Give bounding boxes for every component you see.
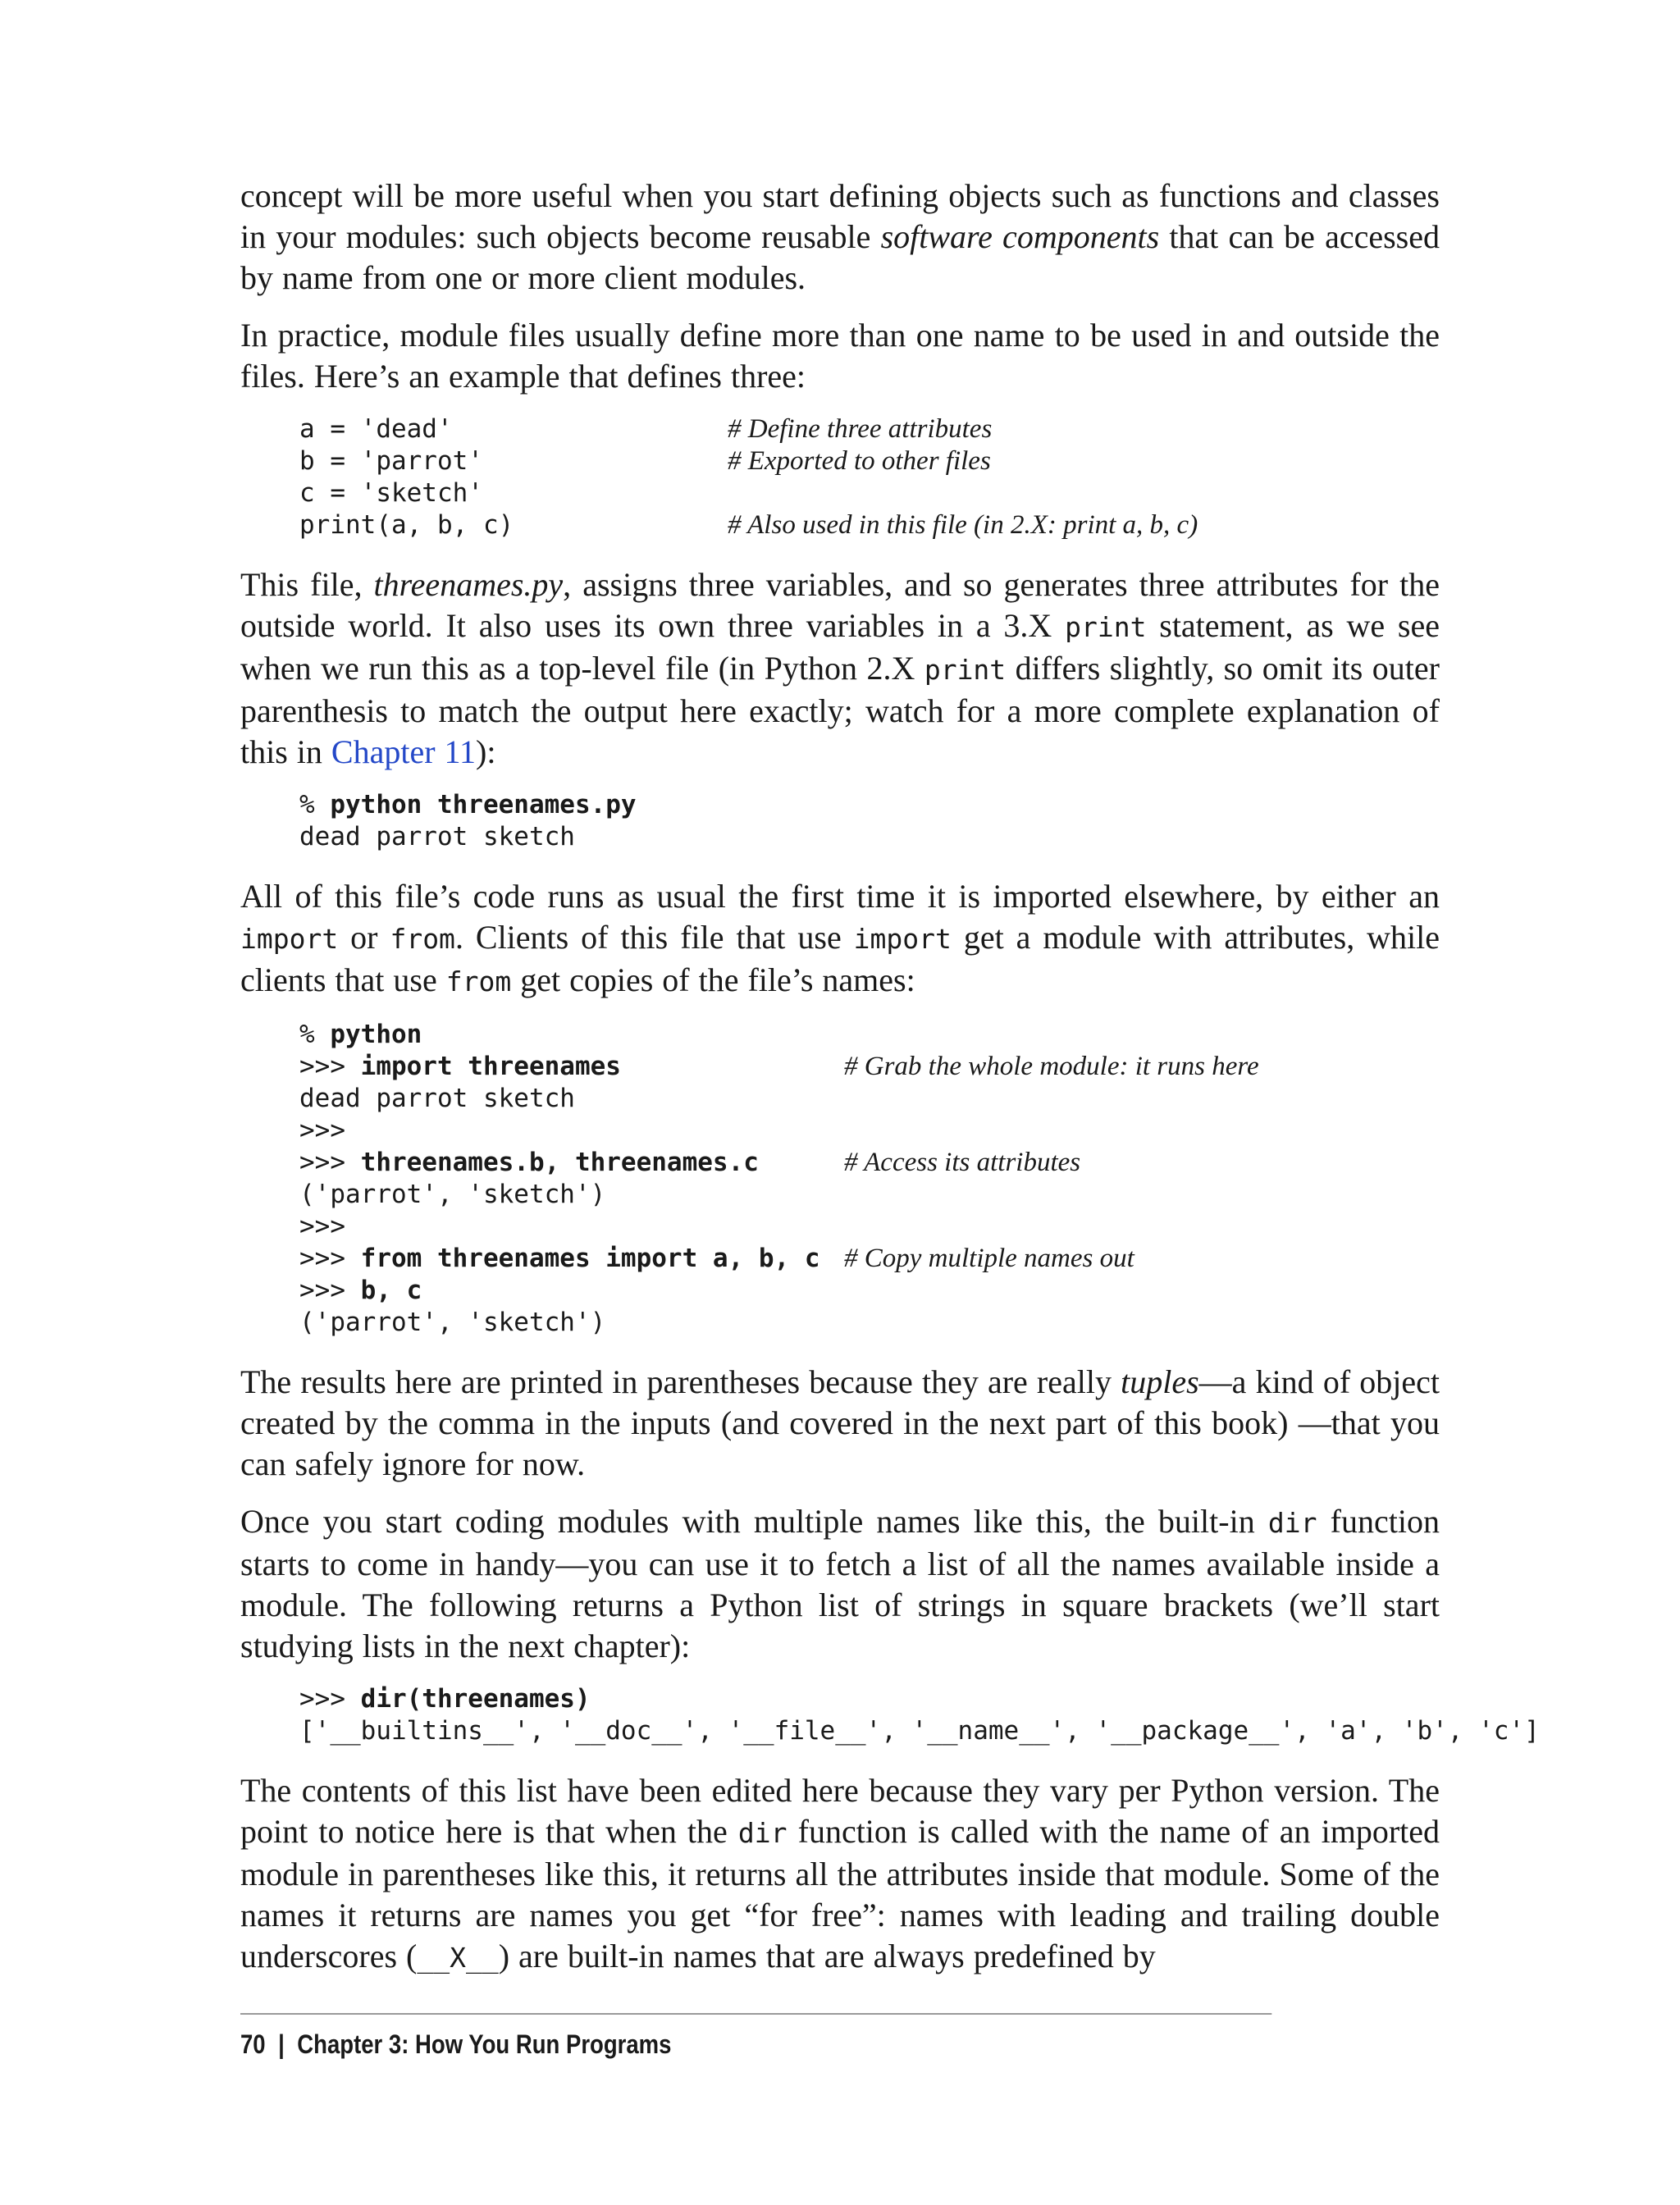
code-line (299, 1083, 1440, 1115)
code-line (299, 1683, 1440, 1715)
prompt: >>> (299, 1116, 345, 1145)
text: ): (476, 733, 496, 770)
code-comment: # Access its attributes (844, 1148, 1081, 1177)
text: This file, (240, 566, 374, 603)
text: differs slightly, so omit its outer parenthesis to match the output here exactly; watch for a more complete explanation of this in (240, 650, 1440, 770)
text: In practice, module files usually define more than one name to be used in and outside the files. Here’s an example that defines three: (240, 317, 1440, 395)
inline-code: __X__ (417, 1942, 499, 1974)
code-input: threenames.b, threenames.c (360, 1148, 759, 1177)
text: function is called with the name of an imported module in parentheses like this, it returns all the attributes inside that module. Some of the names it returns are names you get “for free”: names with leading and trailing double underscores ( (240, 1813, 1440, 1974)
prompt: >>> (299, 1052, 361, 1081)
code-line (299, 1715, 1540, 1747)
inline-code: dir (1267, 1507, 1317, 1539)
running-chapter-title: Chapter 3: How You Run Programs (297, 2029, 672, 2059)
code-line (299, 477, 1440, 509)
code-text: c = 'sketch' (299, 478, 483, 508)
code-comment: # Grab the whole module: it runs here (844, 1052, 1259, 1081)
code-line (299, 413, 1440, 445)
code-output: ('parrot', 'sketch') (299, 1180, 606, 1209)
paragraph-6 (240, 1501, 1440, 1667)
prompt: % (299, 790, 331, 819)
paragraph-3 (240, 564, 1440, 773)
code-input: import threenames (360, 1052, 621, 1081)
paragraph-2 (240, 315, 1440, 397)
code-line (299, 1179, 1440, 1211)
code-line (299, 1307, 1440, 1339)
text: statement, as we see when we run this as a top-level file (in Python 2.X (240, 607, 1440, 687)
code-line (299, 509, 1440, 541)
code-input: from threenames import a, b, c (360, 1244, 820, 1273)
code-comment: # Also used in this file (in 2.X: print a, b, c) (728, 510, 1198, 540)
code-input: dir(threenames) (360, 1684, 591, 1714)
prompt: >>> (299, 1212, 345, 1241)
prompt: % (299, 1020, 331, 1049)
text: ) are built-in names that are always predefined by (498, 1938, 1156, 1974)
code-input: python threenames.py (330, 790, 637, 819)
code-line (299, 789, 1440, 821)
code-line (299, 821, 1440, 853)
page-body (240, 176, 1540, 1995)
paragraph-4 (240, 876, 1440, 1002)
text: concept will be more useful when you start defining objects such as functions and classes in your modules: such objects become reusable (240, 177, 1440, 255)
code-block-interactive (299, 1019, 1440, 1339)
text: , assigns three variables, and so generates three attributes for the outside world. It also uses its own three variables in a 3.X (240, 566, 1440, 644)
text: get copies of the file’s names: (511, 961, 915, 998)
code-line (299, 1275, 1440, 1307)
code-text: print(a, b, c) (299, 510, 514, 540)
inline-code: print (924, 654, 1007, 686)
inline-code: from (445, 966, 512, 998)
code-output: ['__builtins__', '__doc__', '__file__', '__name__', '__package__', 'a', 'b', 'c'] (299, 1716, 1540, 1746)
code-line (299, 1019, 1440, 1051)
prompt: >>> (299, 1276, 361, 1305)
code-comment: # Define three attributes (728, 414, 993, 444)
paragraph-5 (240, 1362, 1440, 1485)
code-output: dead parrot sketch (299, 1084, 575, 1113)
code-line (299, 1051, 1440, 1083)
inline-code: print (1065, 611, 1147, 643)
code-block-threenames (299, 413, 1440, 541)
inline-code: import (240, 923, 339, 955)
text: . Clients of this file that use (454, 919, 854, 956)
page-footer (240, 2013, 1271, 2060)
text: The results here are printed in parentheses because they are really (240, 1363, 1121, 1400)
code-line (299, 1115, 1440, 1147)
inline-code: from (390, 923, 455, 955)
code-line (299, 1243, 1440, 1275)
prompt: >>> (299, 1244, 361, 1273)
emphasis: threenames.py (373, 566, 564, 603)
code-block-dir (299, 1683, 1540, 1747)
code-input: b, c (360, 1276, 422, 1305)
code-block-run (299, 789, 1440, 853)
chapter-11-link[interactable]: Chapter 11 (331, 733, 477, 770)
text: function starts to come in handy—you can use it to fetch a list of all the names available inside a module. The following returns a Python list of strings in square brackets (we’ll start studying lists in the next chapter): (240, 1503, 1440, 1664)
inline-code: import (853, 923, 952, 955)
code-output: ('parrot', 'sketch') (299, 1308, 606, 1337)
code-line (299, 1147, 1440, 1179)
code-output: dead parrot sketch (299, 822, 575, 851)
prompt: >>> (299, 1684, 361, 1714)
text: get a module with attributes, while clients that use (240, 919, 1440, 998)
text: Once you start coding modules with multiple names like this, the built-in (240, 1503, 1268, 1540)
text: All of this file’s code runs as usual the first time it is imported elsewhere, by either an (240, 878, 1440, 915)
text: —a kind of object created by the comma in the inputs (and covered in the next part of this book) —that you can safely ignore for now. (240, 1363, 1440, 1482)
page-number: 70 (240, 2029, 266, 2059)
code-comment: # Exported to other files (728, 446, 991, 476)
code-text: b = 'parrot' (299, 446, 483, 476)
inline-code: dir (737, 1817, 788, 1849)
code-text: a = 'dead' (299, 414, 453, 444)
code-comment: # Copy multiple names out (844, 1244, 1134, 1273)
paragraph-7 (240, 1770, 1440, 1979)
emphasis: tuples (1121, 1363, 1199, 1400)
text: or (338, 919, 390, 956)
emphasis: software components (880, 218, 1160, 255)
footer-separator: | (278, 2029, 285, 2059)
paragraph-1 (240, 176, 1440, 299)
code-line (299, 445, 1440, 477)
code-line (299, 1211, 1440, 1243)
text: The contents of this list have been edited here because they vary per Python version. The point to notice here is that when the (240, 1772, 1440, 1850)
text: that can be accessed by name from one or more client modules. (240, 218, 1440, 296)
prompt: >>> (299, 1148, 361, 1177)
code-input: python (330, 1020, 422, 1049)
